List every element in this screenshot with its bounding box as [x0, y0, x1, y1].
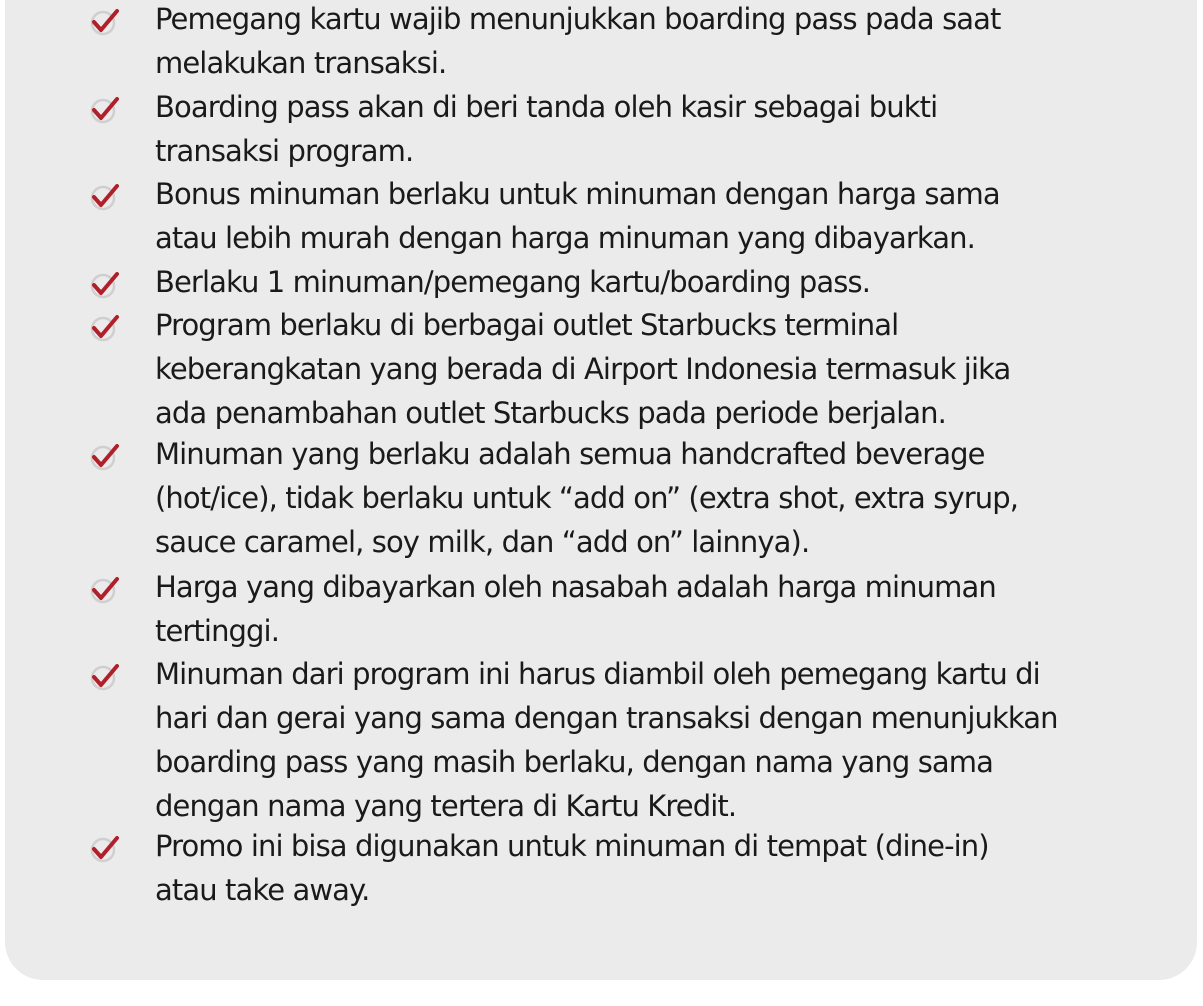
term-line: Program berlaku di berbagai outlet Starbucks terminal	[155, 308, 899, 342]
checkmark-icon	[88, 833, 122, 863]
term-line: melakukan transaksi.	[155, 46, 447, 80]
term-line: atau lebih murah dengan harga minuman yang dibayarkan.	[155, 221, 975, 255]
term-text	[155, 0, 1135, 85]
term-line: sauce caramel, soy milk, dan “add on” lainnya).	[155, 525, 810, 559]
term-line: keberangkatan yang berada di Airport Indonesia termasuk jika	[155, 352, 1011, 386]
term-line: Promo ini bisa digunakan untuk minuman di tempat (dine-in)	[155, 829, 989, 863]
term-text	[155, 432, 1135, 564]
term-line: Minuman dari program ini harus diambil oleh pemegang kartu di	[155, 657, 1040, 691]
checkmark-icon	[88, 574, 122, 604]
term-line: Boarding pass akan di beri tanda oleh kasir sebagai bukti	[155, 90, 938, 124]
term-line: atau take away.	[155, 873, 370, 907]
term-line: boarding pass yang masih berlaku, dengan nama yang sama	[155, 745, 994, 779]
term-line: transaksi program.	[155, 134, 414, 168]
checkmark-icon	[88, 94, 122, 124]
term-line: ada penambahan outlet Starbucks pada periode berjalan.	[155, 396, 946, 430]
term-line: Pemegang kartu wajib menunjukkan boarding pass pada saat	[155, 2, 1001, 36]
term-line: hari dan gerai yang sama dengan transaksi dengan menunjukkan	[155, 701, 1058, 735]
term-text	[155, 652, 1135, 828]
term-line: tertinggi.	[155, 614, 280, 648]
term-text	[155, 172, 1135, 260]
term-line: dengan nama yang tertera di Kartu Kredit.	[155, 789, 737, 823]
checkmark-icon	[88, 181, 122, 211]
term-text	[155, 565, 1135, 653]
checkmark-icon	[88, 661, 122, 691]
term-text	[155, 85, 1135, 173]
checkmark-icon	[88, 441, 122, 471]
term-text	[155, 260, 1135, 304]
term-line: Bonus minuman berlaku untuk minuman dengan harga sama	[155, 177, 1000, 211]
term-line: Berlaku 1 minuman/pemegang kartu/boarding pass.	[155, 265, 871, 299]
term-text	[155, 824, 1135, 912]
checkmark-icon	[88, 312, 122, 342]
term-text	[155, 303, 1135, 435]
checkmark-icon	[88, 269, 122, 299]
term-line: Minuman yang berlaku adalah semua handcrafted beverage	[155, 437, 985, 471]
checkmark-icon	[88, 6, 122, 36]
term-line: Harga yang dibayarkan oleh nasabah adalah harga minuman	[155, 570, 996, 604]
term-line: (hot/ice), tidak berlaku untuk “add on” (extra shot, extra syrup,	[155, 481, 1019, 515]
